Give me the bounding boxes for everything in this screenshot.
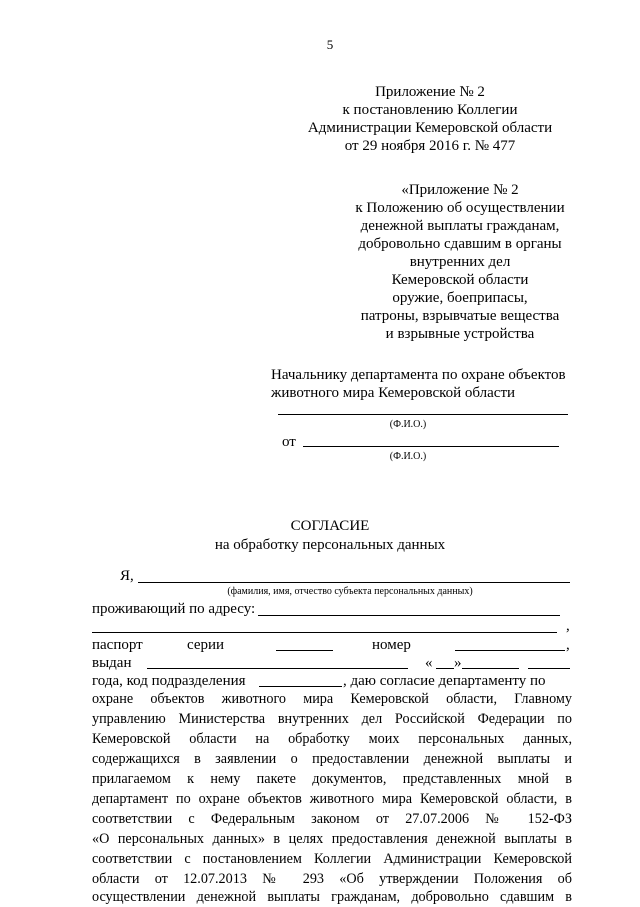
body-line: прилагаемом к нему пакете документов, представленных мной в (92, 771, 572, 787)
regulation-line: к Положению об осуществлении (355, 200, 565, 216)
regulation-line: и взрывные устройства (385, 326, 535, 342)
passport-label: паспорт (92, 637, 143, 653)
addressee-line-2: животного мира Кемеровской области (271, 385, 516, 401)
address-field-2[interactable] (92, 632, 557, 633)
appendix-line: Приложение № 2 (375, 84, 485, 100)
from-label: от (282, 434, 296, 450)
regulation-block (345, 181, 575, 343)
body-line: содержащихся в заявлении о предоставлении денежной выплаты и (92, 751, 572, 767)
division-code-field[interactable] (259, 686, 342, 687)
fio-field-1[interactable] (278, 414, 568, 415)
series-field[interactable] (276, 650, 333, 651)
body-line: соответствии с Федеральным законом от 27.07.2006 № 152-ФЗ (92, 811, 572, 827)
appendix-line: от 29 ноября 2016 г. № 477 (344, 138, 516, 154)
body-line: осуществлении денежной выплаты гражданам, добровольно сдавшим в (92, 889, 572, 905)
i-label: Я, (120, 568, 134, 584)
appendix-line: Администрации Кемеровской области (307, 120, 553, 136)
fio-hint-2: (Ф.И.О.) (389, 451, 427, 462)
document-subtitle: на обработку персональных данных (214, 537, 446, 553)
year-field[interactable] (528, 668, 570, 669)
date-close: » (454, 655, 462, 671)
day-field[interactable] (436, 668, 454, 669)
addressee-line-1: Начальнику департамента по охране объектов (271, 367, 566, 383)
fio-field-2[interactable] (303, 446, 559, 447)
appendix-block (300, 83, 560, 155)
body-line: «О персональных данных» в целях предоставления денежной выплаты в (92, 831, 572, 847)
series-label: серии (187, 637, 225, 653)
address-field[interactable] (258, 615, 560, 616)
document-title: СОГЛАСИЕ (290, 518, 370, 534)
date-open: « (425, 655, 433, 671)
body-line: департамент по охране объектов животного мира Кемеровской области, в (92, 791, 572, 807)
regulation-line: внутренних дел (409, 254, 511, 270)
regulation-line: патроны, взрывчатые вещества (360, 308, 560, 324)
body-line: Кемеровской области на обработку моих персональных данных, (92, 731, 572, 747)
number-end: , (566, 637, 570, 653)
name-field[interactable] (138, 582, 570, 583)
issued-label: выдан (92, 655, 132, 671)
number-field[interactable] (455, 650, 565, 651)
month-field[interactable] (462, 668, 519, 669)
appendix-line: к постановлению Коллегии (342, 102, 518, 118)
address-end: , (566, 618, 570, 634)
number-label: номер (372, 637, 411, 653)
body-line: охране объектов животного мира Кемеровской области, Главному (92, 691, 572, 707)
page-number: 5 (326, 37, 334, 52)
regulation-line: денежной выплаты гражданам, (360, 218, 560, 234)
year-label: года, код подразделения (92, 673, 246, 689)
fio-hint-1: (Ф.И.О.) (389, 419, 427, 430)
regulation-line: добровольно сдавшим в органы (358, 236, 562, 252)
body-line: управлению Министерства внутренних дел Российской Федерации по (92, 711, 572, 727)
regulation-line: «Приложение № 2 (401, 182, 519, 198)
name-hint: (фамилия, имя, отчество субъекта персональных данных) (227, 586, 473, 597)
body-line: соответствии с постановлением Коллегии Администрации Кемеровской (92, 851, 572, 867)
consent-start: , даю согласие департаменту по (343, 673, 546, 689)
regulation-line: Кемеровской области (391, 272, 529, 288)
issued-field[interactable] (147, 668, 408, 669)
body-line: области от 12.07.2013 № 293 «Об утверждении Положения об (92, 871, 572, 887)
regulation-line: оружие, боеприпасы, (392, 290, 528, 306)
address-label: проживающий по адресу: (92, 601, 256, 617)
